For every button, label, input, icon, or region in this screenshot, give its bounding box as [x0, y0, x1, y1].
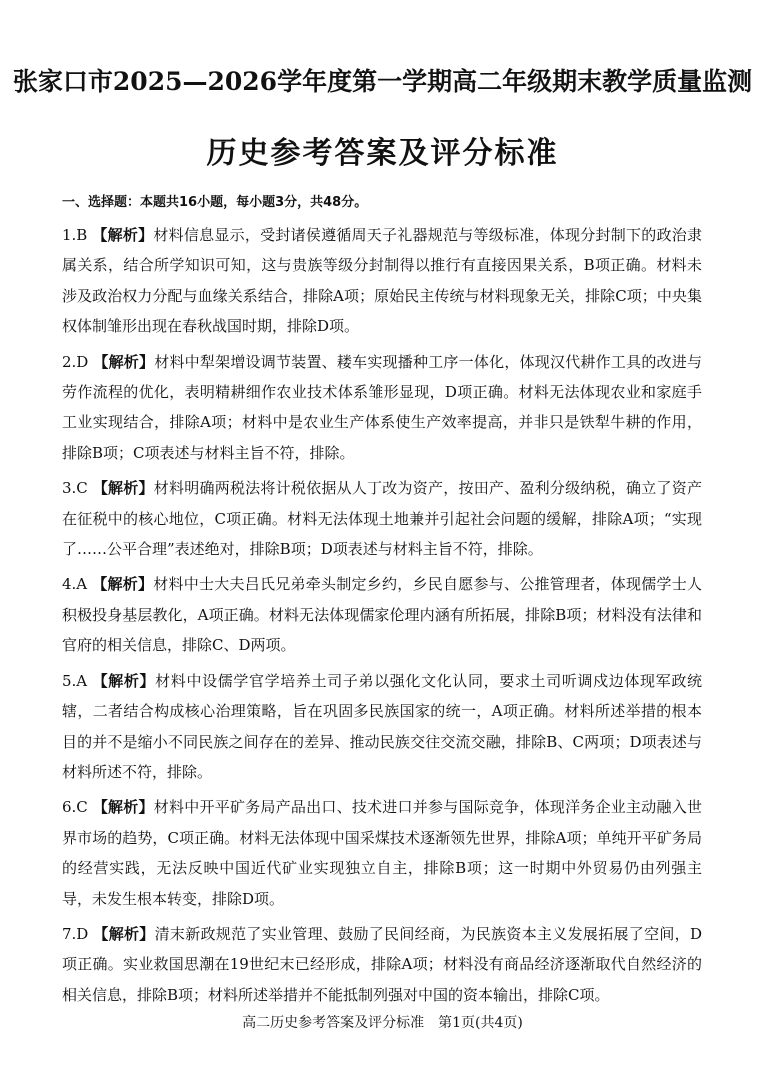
answer-number: 4.A: [62, 575, 88, 594]
answer-content: [62, 192, 702, 1015]
document-title: 历史参考答案及评分标准: [206, 136, 559, 171]
answer-item-1: [62, 220, 702, 342]
analysis-text: 材料信息显示，受封诸侯遵循周天子礼器规范与等级标准，体现分封制下的政治隶属关系，结合所学知识可知，这与贵族等级分封制得以推行有直接因果关系，B项正确。材料未涉及政治权力分配与血缘关系结合，排除A项；原始民主传统与材料现象无关，排除C项；中央集权体制雏形出现在春秋战国时期，排除D项。: [62, 226, 702, 336]
analysis-text: 材料中犁架增设调节装置、耧车实现播种工序一体化，体现汉代耕作工具的改进与劳作流程的优化，表明精耕细作农业技术体系雏形显现，D项正确。材料无法体现农业和家庭手工业实现结合，排除A项；材料中是农业生产体系使生产效率提高，并非只是铁犁牛耕的作用，排除B项；C项表述与材料主旨不符，排除。: [62, 352, 702, 462]
answer-number: 2.D: [62, 352, 89, 371]
analysis-tag: 【解析】: [93, 352, 155, 371]
answer-item-7: [62, 919, 702, 1010]
answer-item-3: [62, 473, 702, 564]
answer-number: 5.A: [62, 671, 88, 690]
analysis-tag: 【解析】: [92, 575, 154, 594]
page-footer: 高二历史参考答案及评分标准 第1页(共4页): [242, 1015, 523, 1031]
section-heading: 一、选择题：本题共16小题，每小题3分，共48分。: [62, 195, 368, 210]
analysis-text: 清末新政规范了实业管理、鼓励了民间经商，为民族资本主义发展拓展了空间，D项正确。实业救国思潮在19世纪末已经形成，排除A项；材料没有商品经济逐渐取代自然经济的相关信息，排除B项；材料所述举措并不能抵制列强对中国的资本输出，排除C项。: [62, 924, 702, 1004]
analysis-tag: 【解析】: [92, 798, 154, 817]
answer-item-5: [62, 666, 702, 788]
analysis-tag: 【解析】: [92, 479, 154, 498]
analysis-text: 材料明确两税法将计税依据从人丁改为资产，按田产、盈利分级纳税，确立了资产在征税中的核心地位，C项正确。材料无法体现土地兼并引起社会问题的缓解，排除A项；“实现了……公平合理”表述绝对，排除B项；D项表述与材料主旨不符，排除。: [62, 479, 702, 559]
answer-number: 1.B: [62, 226, 88, 244]
answer-number: 3.C: [62, 479, 88, 498]
exam-title: 张家口市2025—2026学年度第一学期高二年级期末教学质量监测: [12, 67, 753, 96]
answer-item-4: [62, 569, 702, 660]
analysis-tag: 【解析】: [93, 924, 155, 943]
analysis-text: 材料中开平矿务局产品出口、技术进口并参与国际竞争，体现洋务企业主动融入世界市场的趋势，C项正确。材料无法体现中国采煤技术逐渐领先世界，排除A项；单纯开平矿务局的经营实践，无法反映中国近代矿业实现独立自主，排除B项；这一时期中外贸易仍由列强主导，未发生根本转变，排除D项。: [62, 798, 702, 908]
answer-item-6: [62, 792, 702, 914]
analysis-tag: 【解析】: [92, 226, 154, 244]
answer-item-2: [62, 347, 702, 469]
answer-number: 7.D: [62, 924, 89, 943]
analysis-tag: 【解析】: [92, 671, 156, 690]
analysis-text: 材料中士大夫吕氏兄弟牵头制定乡约，乡民自愿参与、公推管理者，体现儒学士人积极投身基层教化，A项正确。材料无法体现儒家伦理内涵有所拓展，排除B项；材料没有法律和官府的相关信息，排除C、D两项。: [62, 575, 702, 655]
analysis-text: 材料中设儒学官学培养土司子弟以强化文化认同，要求土司听调戍边体现军政统辖，二者结合构成核心治理策略，旨在巩固多民族国家的统一，A项正确。材料所述举措的根本目的并不是缩小不同民族之间存在的差异、推动民族交往交流交融，排除B、C两项；D项表述与材料所述不符，排除。: [62, 671, 702, 781]
answer-number: 6.C: [62, 798, 88, 817]
